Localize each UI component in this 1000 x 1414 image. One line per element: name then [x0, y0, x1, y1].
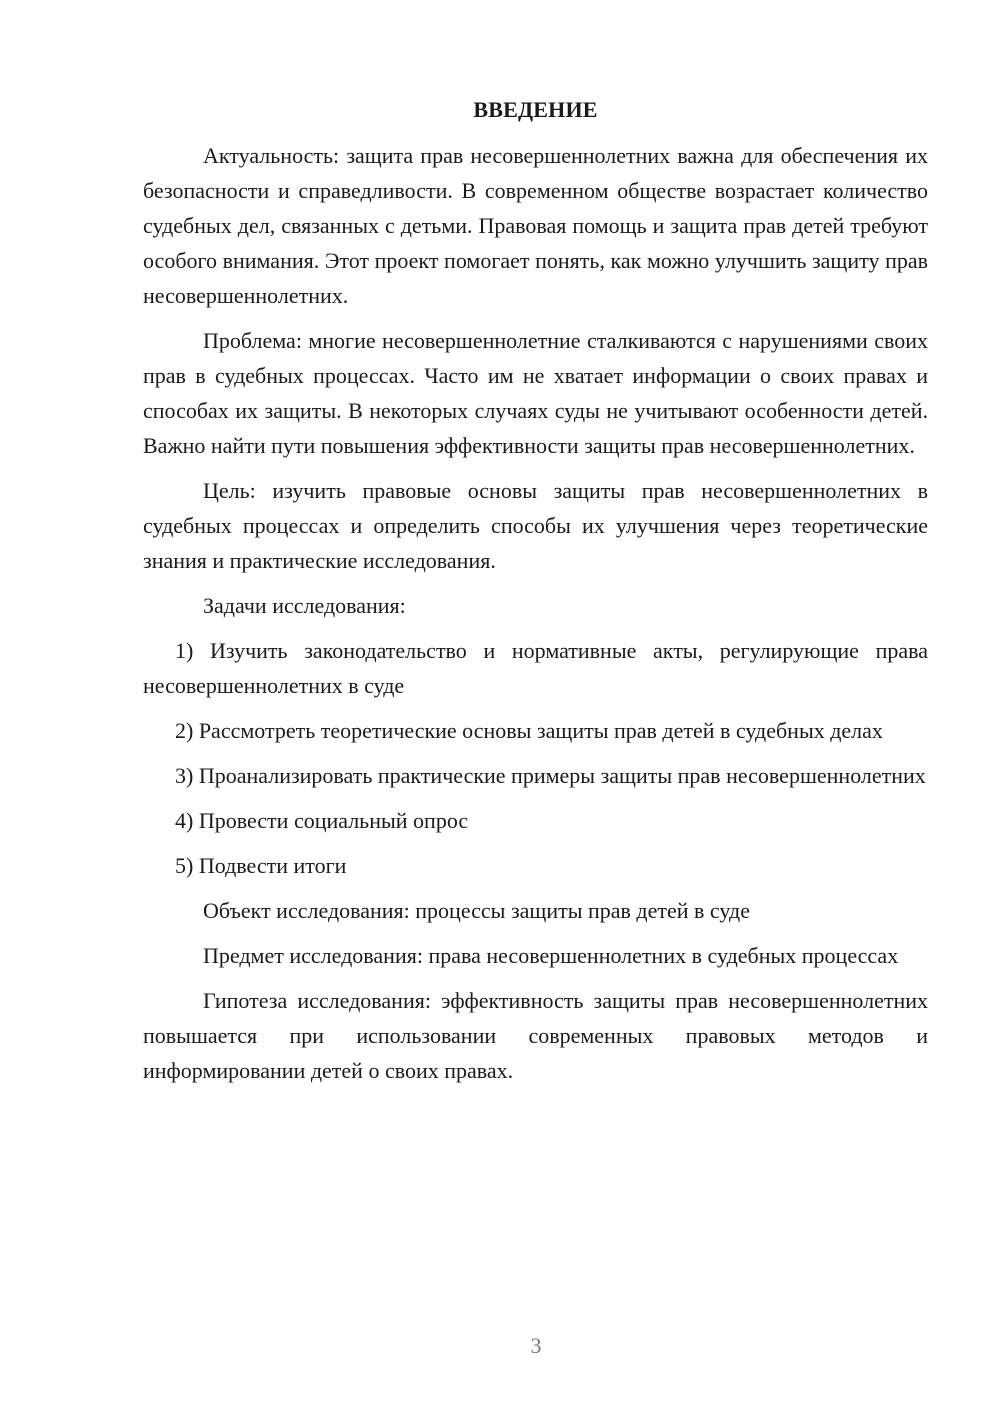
- page-content: [143, 95, 928, 1098]
- subject-paragraph: Предмет исследования: права несовершеннолетних в судебных процессах: [203, 943, 899, 968]
- task-item-3: 3) Проанализировать практические примеры защиты прав несовершеннолетних: [175, 763, 926, 788]
- object-paragraph: Объект исследования: процессы защиты прав детей в суде: [203, 898, 750, 923]
- section-title: ВВЕДЕНИЕ: [473, 97, 598, 122]
- task-item-2: 2) Рассмотреть теоретические основы защиты прав детей в судебных делах: [175, 718, 883, 743]
- hypothesis-paragraph: Гипотеза исследования: эффективность защиты прав несовершеннолетних повышается при использовании современных правовых методов и информировании детей о своих правах.: [143, 988, 928, 1083]
- task-item-5: 5) Подвести итоги: [175, 853, 347, 878]
- goal-paragraph: Цель: изучить правовые основы защиты прав несовершеннолетних в судебных процессах и определить способы их улучшения через теоретические знания и практические исследования.: [143, 478, 928, 573]
- task-item-1: 1) Изучить законодательство и нормативные акты, регулирующие права несовершеннолетних в суде: [143, 638, 928, 698]
- page-number: 3: [530, 1333, 542, 1358]
- problem-paragraph: Проблема: многие несовершеннолетние сталкиваются с нарушениями своих прав в судебных процессах. Часто им не хватает информации о своих правах и способах их защиты. В некоторых случаях суды не учитывают особенности детей. Важно найти пути повышения эффективности защиты прав несовершеннолетних.: [143, 328, 928, 458]
- relevance-paragraph: Актуальность: защита прав несовершеннолетних важна для обеспечения их безопасности и справедливости. В современном обществе возрастает количество судебных дел, связанных с детьми. Правовая помощь и защита прав детей требуют особого внимания. Этот проект помогает понять, как можно улучшить защиту прав несовершеннолетних.: [143, 143, 928, 308]
- task-item-4: 4) Провести социальный опрос: [175, 808, 469, 833]
- tasks-heading: Задачи исследования:: [203, 593, 406, 618]
